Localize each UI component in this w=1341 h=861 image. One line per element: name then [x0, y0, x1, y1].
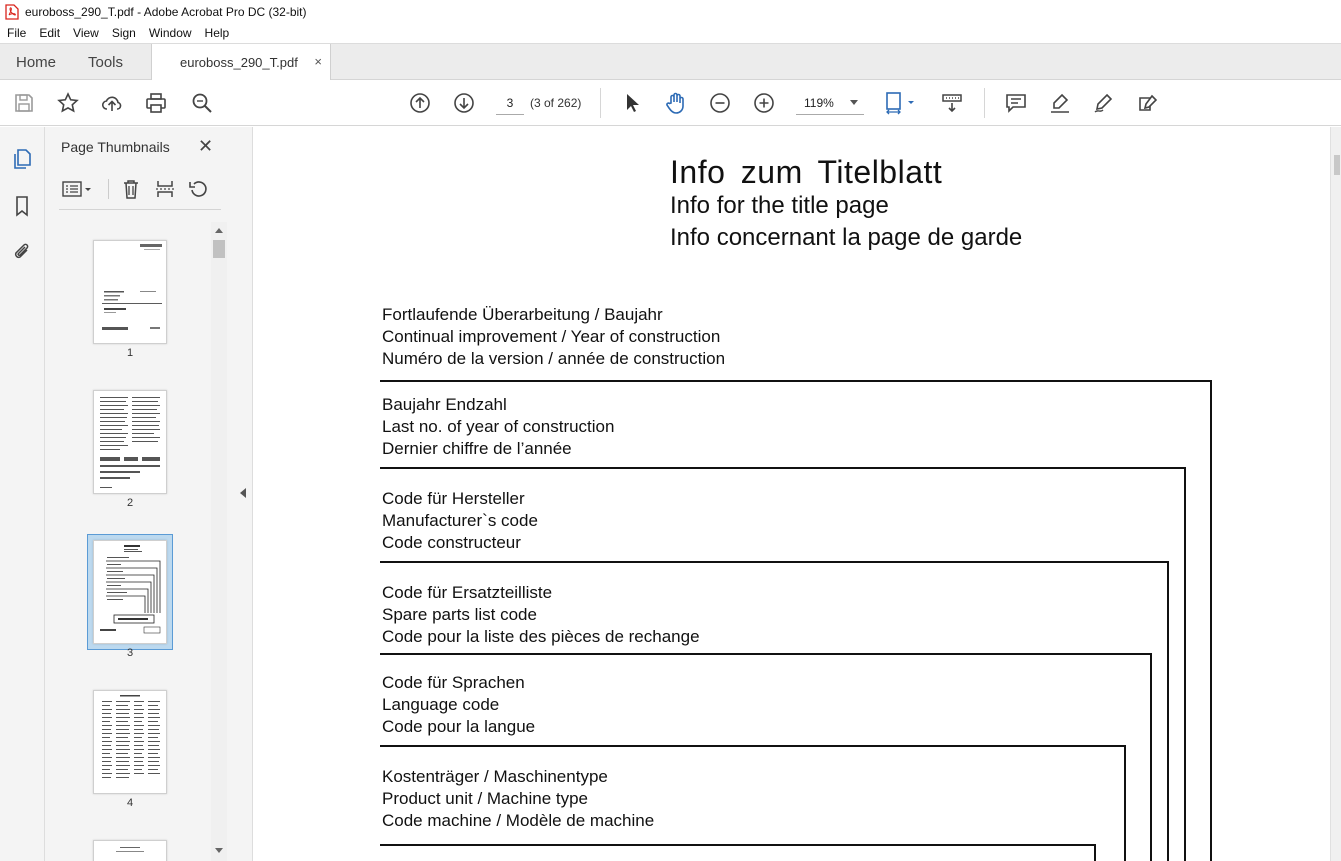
bracket-line: [1167, 561, 1169, 861]
panel-title: Page Thumbnails: [61, 139, 170, 155]
bracket-line: [1150, 653, 1152, 861]
block-text-de: Code für Sprachen: [382, 673, 525, 692]
save-icon[interactable]: [12, 91, 36, 115]
thumbnail-scrollbar[interactable]: [211, 222, 227, 861]
fill-sign-icon[interactable]: [1136, 91, 1160, 115]
share-upload-icon[interactable]: [100, 91, 124, 115]
info-block: [382, 766, 654, 832]
block-text-en: Continual improvement / Year of construction: [382, 327, 721, 346]
acrobat-pdf-icon: [5, 4, 19, 20]
menu-window[interactable]: Window: [148, 26, 192, 40]
bracket-line: [1094, 844, 1096, 861]
block-text-fr: Numéro de la version / année de construction: [382, 349, 726, 368]
delete-pages-icon[interactable]: [119, 177, 143, 201]
block-text-en: Spare parts list code: [382, 605, 537, 624]
menu-view[interactable]: View: [73, 26, 99, 40]
tab-document[interactable]: [151, 44, 331, 81]
document-heading: Info zum Titelblatt: [670, 154, 943, 190]
thumbnail-page-number: 3: [126, 647, 134, 659]
info-block: [382, 394, 614, 460]
zoom-level-value: 119%: [804, 95, 834, 110]
page-thumbnails-icon[interactable]: [10, 147, 34, 171]
tab-document-label: euroboss_290_T.pdf: [180, 55, 298, 70]
rotate-pages-icon[interactable]: [187, 177, 211, 201]
panel-collapse-strip[interactable]: [233, 127, 253, 861]
toolbar-separator: [984, 88, 985, 118]
left-navigation-rail: [0, 127, 45, 861]
scroll-up-arrow-icon[interactable]: [215, 228, 223, 233]
toolbar: [0, 80, 1341, 126]
comment-icon[interactable]: [1004, 91, 1028, 115]
block-text-en: Last no. of year of construction: [382, 417, 615, 436]
draw-sign-icon[interactable]: [1092, 91, 1116, 115]
menu-sign[interactable]: Sign: [111, 26, 136, 40]
scrollbar-thumb[interactable]: [1334, 155, 1340, 175]
thumbnail-toolbar: [45, 177, 233, 207]
toolbar-separator: [108, 179, 109, 199]
attachments-paperclip-icon[interactable]: [10, 240, 34, 264]
bracket-line: [380, 380, 1212, 382]
bracket-line: [380, 653, 1152, 655]
title-bar: [0, 0, 1341, 23]
zoom-in-icon[interactable]: [752, 91, 776, 115]
zoom-out-icon[interactable]: [708, 91, 732, 115]
bracket-line: [380, 561, 1169, 563]
scrollbar-thumb[interactable]: [213, 240, 225, 258]
extract-pages-icon[interactable]: [153, 177, 177, 201]
info-block: [382, 304, 725, 370]
info-block: [382, 582, 700, 648]
thumbnail-page-number: 1: [126, 347, 134, 359]
bracket-line: [380, 745, 1126, 747]
page-thumbnail-partial[interactable]: [93, 840, 167, 861]
select-cursor-icon[interactable]: [620, 91, 644, 115]
block-text-en: Language code: [382, 695, 500, 714]
highlight-pen-icon[interactable]: [1048, 91, 1072, 115]
block-text-de: Code für Hersteller: [382, 489, 525, 508]
close-tab-icon[interactable]: ×: [314, 54, 322, 69]
block-text-fr: Code machine / Modèle de machine: [382, 811, 655, 830]
tab-home[interactable]: Home: [16, 53, 57, 71]
page-thumbnail-4[interactable]: [93, 690, 167, 794]
menu-bar: [0, 23, 1341, 43]
panel-divider: [59, 209, 221, 210]
thumbnail-page-number: 4: [126, 797, 134, 809]
document-subheading-en: Info for the title page: [670, 192, 889, 219]
bookmark-star-icon[interactable]: [56, 91, 80, 115]
document-view[interactable]: [254, 127, 1330, 861]
menu-help[interactable]: Help: [204, 26, 230, 40]
page-count-label: (3 of 262): [530, 96, 582, 110]
page-thumbnails-panel: [45, 127, 233, 861]
bracket-line: [1210, 380, 1212, 861]
block-text-fr: Code pour la langue: [382, 717, 536, 736]
tab-tools[interactable]: Tools: [88, 53, 124, 71]
hand-tool-icon[interactable]: [664, 91, 688, 115]
bracket-line: [1124, 745, 1126, 861]
zoom-level-dropdown[interactable]: [796, 91, 864, 115]
bookmarks-icon[interactable]: [10, 194, 34, 218]
block-text-de: Kostenträger / Maschinentype: [382, 767, 608, 786]
window-title: euroboss_290_T.pdf - Adobe Acrobat Pro DC (32-bit): [25, 4, 307, 19]
page-thumbnail-1[interactable]: [93, 240, 167, 344]
chevron-down-icon: [850, 100, 858, 105]
bracket-line: [380, 844, 1096, 846]
block-text-de: Code für Ersatzteilliste: [382, 583, 553, 602]
page-number-input[interactable]: [496, 91, 524, 115]
print-icon[interactable]: [144, 91, 168, 115]
toolbar-separator: [600, 88, 601, 118]
tab-bar: [0, 43, 1341, 80]
page-thumbnail-3[interactable]: [93, 540, 167, 644]
info-block: [382, 488, 538, 554]
menu-file[interactable]: File: [7, 26, 27, 40]
next-page-icon[interactable]: [452, 91, 476, 115]
block-text-en: Product unit / Machine type: [382, 789, 589, 808]
block-text-en: Manufacturer`s code: [382, 511, 538, 530]
bracket-line: [380, 467, 1186, 469]
thumbnail-options-icon[interactable]: [61, 177, 97, 201]
page-thumbnail-2[interactable]: [93, 390, 167, 494]
block-text-de: Baujahr Endzahl: [382, 395, 507, 414]
previous-page-icon[interactable]: [408, 91, 432, 115]
zoom-search-icon[interactable]: [190, 91, 214, 115]
collapse-panel-arrow-icon[interactable]: [240, 488, 246, 498]
thumbnail-list: [45, 222, 213, 861]
info-block: [382, 672, 535, 738]
scroll-down-arrow-icon[interactable]: [215, 848, 223, 853]
document-scrollbar[interactable]: [1330, 127, 1341, 861]
document-subheading-fr: Info concernant la page de garde: [670, 224, 1023, 251]
close-panel-icon[interactable]: ✕: [198, 136, 214, 156]
bracket-line: [1184, 467, 1186, 861]
block-text-fr: Dernier chiffre de l’année: [382, 439, 572, 458]
menu-edit[interactable]: Edit: [39, 26, 61, 40]
page-fit-icon[interactable]: [884, 91, 920, 115]
thumbnail-page-number: 2: [126, 497, 134, 509]
block-text-fr: Code pour la liste des pièces de rechange: [382, 627, 700, 646]
scrolling-mode-icon[interactable]: [940, 91, 964, 115]
block-text-de: Fortlaufende Überarbeitung / Baujahr: [382, 305, 663, 324]
block-text-fr: Code constructeur: [382, 533, 521, 552]
